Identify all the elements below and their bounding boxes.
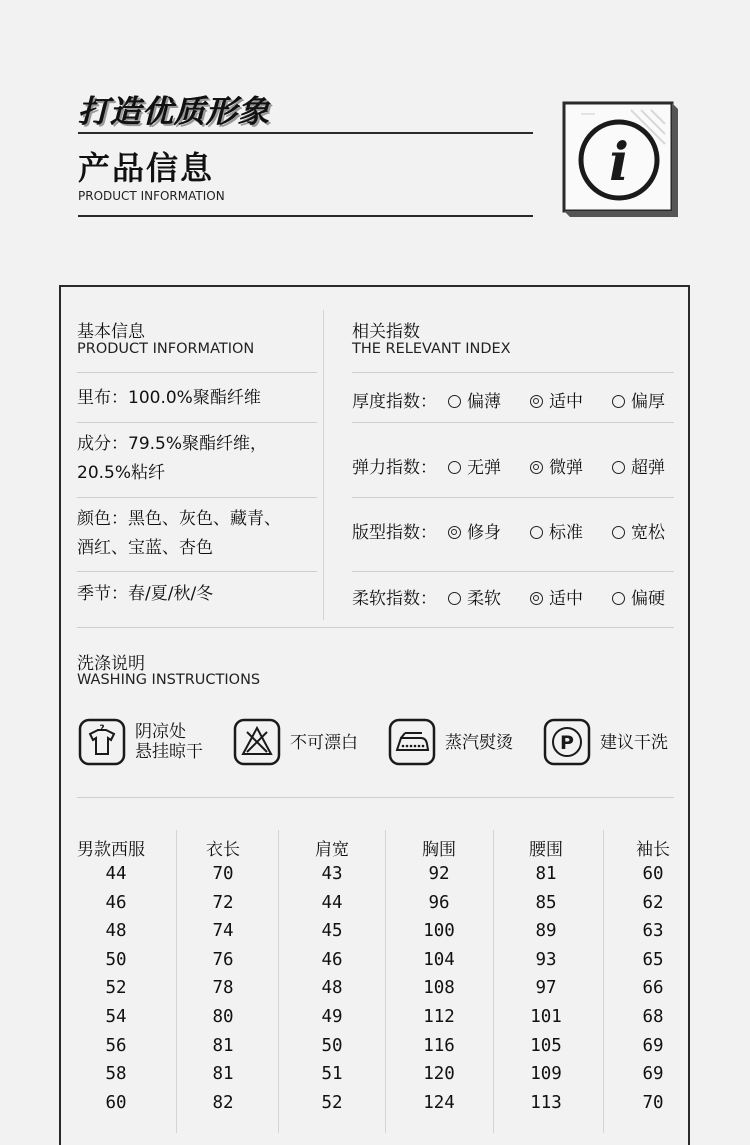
table-cell: 101 [530,1007,562,1027]
table-cell: 89 [535,921,557,942]
info-panel [59,285,690,1145]
divider [77,497,317,498]
table-header: 男款西服 [77,840,145,860]
page-subtitle: PRODUCT INFORMATION [78,189,225,203]
table-cell: 70 [642,1092,664,1113]
index-label: 弹力指数： [352,458,437,478]
table-cell: 81 [212,1064,234,1085]
table-cell: 65 [642,949,664,970]
radio-selected-icon [530,461,543,474]
table-cell: 109 [530,1064,562,1085]
radio-icon [612,592,625,605]
lining-text: 里布：100.0%聚酯纤维 [77,388,261,408]
option-standard[interactable]: 标准 [530,518,583,543]
table-cell: 100 [423,921,455,942]
radio-icon [448,461,461,474]
header-divider-bottom [78,215,533,217]
index-label: 厚度指数： [352,392,437,412]
composition-line1: 成分：79.5%聚酯纤维， [77,434,268,454]
radio-icon [448,395,461,408]
table-cell: 52 [105,978,127,999]
table-header: 衣长 [206,840,240,860]
table-header: 腰围 [529,840,563,860]
table-cell: 124 [423,1092,455,1113]
wash-text-line1: 蒸汽熨烫 [445,733,513,753]
radio-icon [448,592,461,605]
option-thick[interactable]: 偏厚 [612,387,665,412]
radio-selected-icon [530,395,543,408]
badge-letter: i [609,132,629,193]
table-cell: 51 [321,1064,343,1085]
option-hard[interactable]: 偏硬 [612,584,665,609]
table-cell: 93 [535,949,557,970]
table-cell: 58 [105,1064,127,1085]
header-divider-top [78,132,533,134]
option-super-stretch[interactable]: 超弹 [612,453,665,478]
washing-title: 洗涤说明 [77,654,145,674]
divider [77,797,674,798]
column-divider [493,830,494,1133]
table-cell: 72 [212,892,234,913]
basic-info-title: 基本信息 [77,322,145,342]
table-cell: 81 [212,1035,234,1056]
radio-selected-icon [530,592,543,605]
softness-index-row [352,584,665,609]
option-soft[interactable]: 柔软 [448,584,501,609]
elasticity-index-row [352,453,665,478]
table-cell: 92 [428,864,450,884]
column-divider [278,830,279,1133]
radio-icon [612,526,625,539]
option-medium-soft[interactable]: 适中 [530,584,583,609]
option-slight-stretch[interactable]: 微弹 [530,453,583,478]
table-cell: 48 [105,921,127,942]
table-cell: 104 [423,949,455,970]
table-cell: 48 [321,978,343,999]
table-cell: 60 [105,1092,127,1113]
table-cell: 116 [423,1035,455,1056]
table-header: 袖长 [636,840,670,860]
table-cell: 46 [321,949,343,970]
slogan-title: 打造优质形象 [78,94,270,130]
page-title: 产品信息 [78,149,215,187]
table-cell: 70 [212,864,234,884]
svg-text:P: P [560,732,574,754]
index-label: 柔软指数： [352,589,437,609]
divider [352,422,674,423]
divider [352,571,674,572]
table-cell: 82 [212,1092,234,1113]
washing-subtitle: WASHING INSTRUCTIONS [77,672,261,688]
table-cell: 46 [105,892,127,913]
radio-icon [530,526,543,539]
divider [77,372,317,373]
table-cell: 69 [642,1035,664,1056]
table-cell: 96 [428,892,450,913]
color-line2: 酒红、宝蓝、杏色 [77,538,213,558]
no-bleach-icon [233,718,281,766]
table-cell: 49 [321,1007,343,1027]
table-cell: 113 [530,1092,562,1113]
column-divider [603,830,604,1133]
table-cell: 80 [212,1007,234,1027]
table-cell: 50 [105,949,127,970]
column-divider [176,830,177,1133]
table-cell: 45 [321,921,343,942]
table-header: 肩宽 [315,840,349,860]
table-cell: 81 [535,864,557,884]
option-medium[interactable]: 适中 [530,387,583,412]
table-cell: 56 [105,1035,127,1056]
composition-line2: 20.5%粘纤 [77,463,166,483]
column-divider [385,830,386,1133]
divider [352,497,674,498]
table-cell: 60 [642,864,664,884]
wash-text-line1: 不可漂白 [290,733,358,753]
radio-icon [612,395,625,408]
table-cell: 120 [423,1064,455,1085]
option-thin[interactable]: 偏薄 [448,387,501,412]
radio-icon [612,461,625,474]
table-cell: 50 [321,1035,343,1056]
basic-info-subtitle: PRODUCT INFORMATION [77,341,255,357]
divider [77,422,317,423]
table-cell: 44 [105,864,127,884]
table-cell: 66 [642,978,664,999]
info-icon [561,100,679,218]
table-header: 胸围 [422,840,456,860]
dry-clean-p-icon [543,718,591,766]
color-line1: 颜色：黑色、灰色、藏青、 [77,509,281,529]
index-label: 版型指数： [352,523,437,543]
table-cell: 44 [321,892,343,913]
shade-dry-icon [78,718,126,766]
index-title: 相关指数 [352,322,420,342]
thickness-index-row [352,387,665,412]
table-cell: 105 [530,1035,562,1056]
steam-iron-icon [388,718,436,766]
table-cell: 97 [535,978,557,999]
wash-text-line2: 悬挂晾干 [135,742,203,762]
table-cell: 54 [105,1007,127,1027]
divider [352,372,674,373]
option-slim[interactable]: 修身 [448,518,501,543]
option-no-stretch[interactable]: 无弹 [448,453,501,478]
table-cell: 112 [423,1007,455,1027]
table-cell: 76 [212,949,234,970]
table-cell: 85 [535,892,557,913]
table-cell: 108 [423,978,455,999]
wash-text-line1: 建议干洗 [600,733,668,753]
season-text: 季节：春/夏/秋/冬 [77,584,214,604]
fit-index-row [352,518,665,543]
table-cell: 63 [642,921,664,942]
divider [77,571,317,572]
option-loose[interactable]: 宽松 [612,518,665,543]
svg-text:?: ? [99,724,105,734]
table-cell: 43 [321,864,343,884]
divider [77,627,674,628]
radio-selected-icon [448,526,461,539]
table-cell: 69 [642,1064,664,1085]
wash-text-line1: 阴凉处 [135,722,186,742]
table-cell: 74 [212,921,234,942]
index-subtitle: THE RELEVANT INDEX [352,341,511,357]
table-cell: 68 [642,1007,664,1027]
column-divider [323,310,324,620]
table-cell: 52 [321,1092,343,1113]
table-cell: 78 [212,978,234,999]
table-cell: 62 [642,892,664,913]
